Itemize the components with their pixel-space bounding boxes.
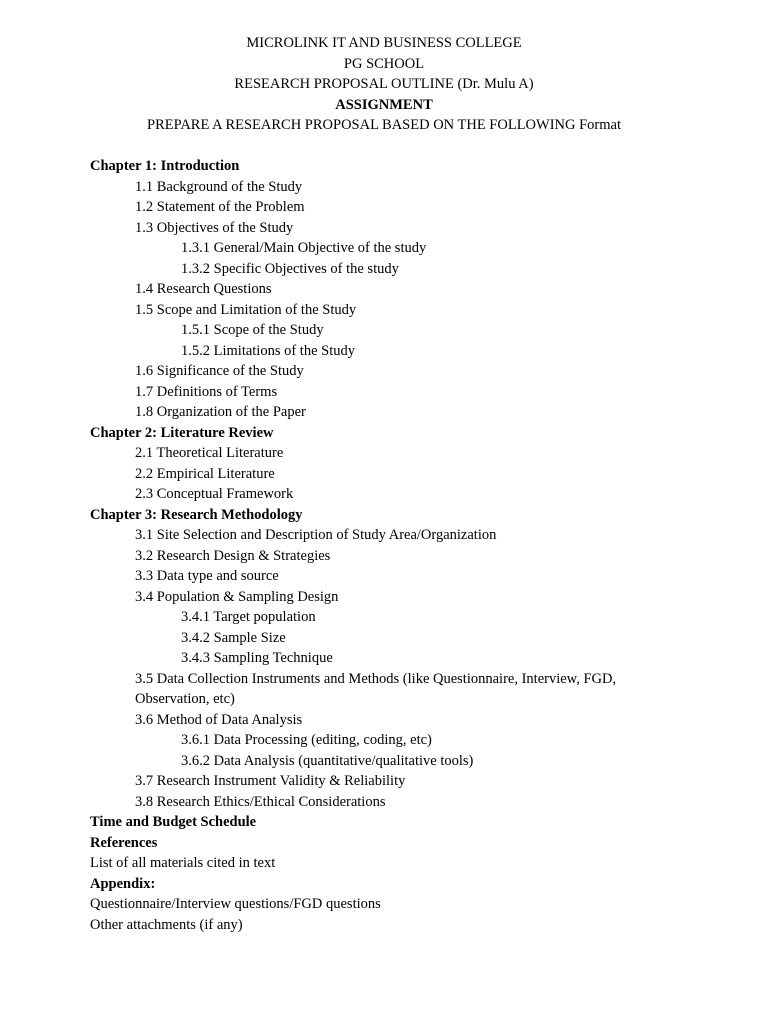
outline-item: 3.6 Method of Data Analysis bbox=[135, 711, 303, 728]
outline-item: 1.3 Objectives of the Study bbox=[135, 219, 294, 236]
appendix-item: Other attachments (if any) bbox=[90, 916, 243, 933]
outline-item: 1.6 Significance of the Study bbox=[135, 363, 304, 379]
outline-item: 2.2 Empirical Literature bbox=[135, 465, 275, 482]
college-name: MICROLINK IT AND BUSINESS COLLEGE bbox=[246, 35, 522, 51]
outline-item: 3.8 Research Ethics/Ethical Considerations bbox=[135, 793, 386, 810]
assignment-heading: ASSIGNMENT bbox=[335, 96, 433, 113]
outline-item: 2.1 Theoretical Literature bbox=[135, 445, 284, 461]
outline-item: 1.8 Organization of the Paper bbox=[135, 404, 306, 420]
outline-item: 1.2 Statement of the Problem bbox=[135, 199, 305, 215]
outline-item: 1.4 Research Questions bbox=[135, 281, 272, 297]
outline-item: 3.2 Research Design & Strategies bbox=[135, 547, 331, 564]
outline-subitem: 1.3.1 General/Main Objective of the study bbox=[181, 240, 427, 256]
outline-subitem: 3.4.2 Sample Size bbox=[181, 629, 286, 646]
outline-title: RESEARCH PROPOSAL OUTLINE (Dr. Mulu A) bbox=[234, 76, 534, 92]
outline-item: 3.3 Data type and source bbox=[135, 568, 279, 584]
outline-subitem: 1.5.1 Scope of the Study bbox=[181, 322, 324, 338]
outline-item: 3.1 Site Selection and Description of Study Area/Organization bbox=[135, 527, 497, 543]
outline-subitem: 1.3.2 Specific Objectives of the study bbox=[181, 260, 399, 277]
document-header bbox=[0, 33, 768, 136]
outline-item-continuation: Observation, etc) bbox=[135, 691, 235, 707]
outline-body bbox=[90, 156, 650, 935]
references-heading: References bbox=[90, 834, 158, 851]
outline-item: 2.3 Conceptual Framework bbox=[135, 486, 294, 502]
outline-item: 1.5 Scope and Limitation of the Study bbox=[135, 301, 357, 318]
outline-item: 3.4 Population & Sampling Design bbox=[135, 588, 339, 605]
outline-item: 3.5 Data Collection Instruments and Methods (like Questionnaire, Interview, FGD, bbox=[135, 670, 617, 687]
outline-item: 1.7 Definitions of Terms bbox=[135, 383, 278, 400]
chapter-3-heading: Chapter 3: Research Methodology bbox=[90, 506, 303, 523]
chapter-2-heading: Chapter 2: Literature Review bbox=[90, 424, 274, 441]
outline-subitem: 3.6.2 Data Analysis (quantitative/qualitative tools) bbox=[181, 752, 474, 769]
appendix-heading: Appendix: bbox=[90, 875, 156, 892]
references-text: List of all materials cited in text bbox=[90, 855, 276, 871]
instruction-line: PREPARE A RESEARCH PROPOSAL BASED ON THE FOLLOWING Format bbox=[147, 117, 621, 133]
outline-item: 1.1 Background of the Study bbox=[135, 178, 303, 195]
school-name: PG SCHOOL bbox=[343, 55, 425, 72]
outline-item: 3.7 Research Instrument Validity & Reliability bbox=[135, 773, 406, 789]
outline-subitem: 3.4.1 Target population bbox=[181, 609, 316, 625]
outline-subitem: 3.6.1 Data Processing (editing, coding, etc) bbox=[181, 732, 432, 748]
time-budget-heading: Time and Budget Schedule bbox=[90, 814, 257, 830]
appendix-item: Questionnaire/Interview questions/FGD questions bbox=[90, 896, 381, 912]
outline-subitem: 1.5.2 Limitations of the Study bbox=[181, 342, 355, 359]
chapter-1-heading: Chapter 1: Introduction bbox=[90, 158, 240, 174]
outline-subitem: 3.4.3 Sampling Technique bbox=[181, 650, 333, 666]
